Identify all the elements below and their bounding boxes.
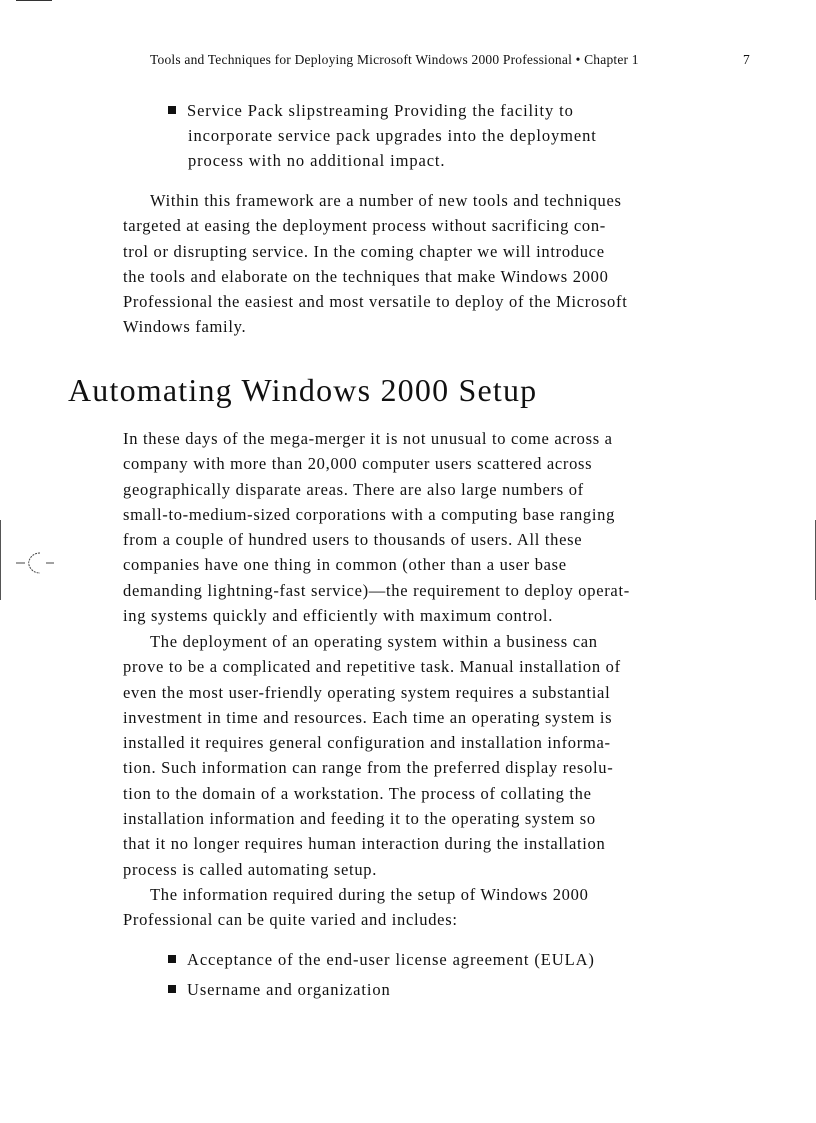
margin-rule-left	[0, 520, 1, 600]
bullet-square-icon	[168, 985, 176, 993]
paragraph-deployment	[123, 629, 698, 882]
text-line: Within this framework are a number of new tools and techniques	[150, 191, 622, 210]
text-line: ing systems quickly and efficiently with maximum control.	[123, 606, 554, 626]
text-line: from a couple of hundred users to thousands of users. All these	[123, 530, 583, 550]
page-number: 7	[743, 52, 750, 67]
paragraph-setup-info	[123, 882, 698, 933]
text-line: targeted at easing the deployment process without sacrificing con-	[123, 216, 607, 236]
text-line: Windows family.	[123, 317, 247, 337]
section-heading: Automating Windows 2000 Setup	[68, 372, 538, 408]
text-line: even the most user-friendly operating system requires a substantial	[123, 682, 611, 702]
list-item-eula	[168, 947, 595, 972]
bullet-square-icon	[168, 955, 176, 963]
text-line: installation information and feeding it to the operating system so	[123, 809, 596, 829]
paragraph-mega-merger	[123, 426, 698, 628]
text-line: process is called automating setup.	[123, 859, 378, 879]
top-rule	[16, 0, 52, 1]
text-line: installed it requires general configuration and installation informa-	[123, 733, 611, 753]
bullet-continuation: process with no additional impact.	[188, 151, 446, 170]
text-line: The deployment of an operating system within a business can	[150, 632, 598, 651]
text-line: the tools and elaborate on the techniques that make Windows 2000	[123, 266, 609, 286]
text-line: geographically disparate areas. There are also large numbers of	[123, 479, 584, 499]
text-line: that it no longer requires human interaction during the installation	[123, 834, 606, 854]
list-item-slipstreaming	[168, 98, 574, 123]
text-line: trol or disrupting service. In the coming chapter we will introduce	[123, 241, 605, 261]
text-line: Professional the easiest and most versatile to deploy of the Microsoft	[123, 292, 628, 312]
text-line: Professional can be quite varied and includes:	[123, 910, 458, 930]
running-head: Tools and Techniques for Deploying Microsoft Windows 2000 Professional • Chapter 1	[150, 52, 639, 67]
bullet-text: Service Pack slipstreaming Providing the facility to	[187, 101, 574, 120]
bullet-continuation: incorporate service pack upgrades into the deployment	[188, 126, 597, 145]
text-line: companies have one thing in common (other than a user base	[123, 555, 567, 575]
text-line: tion. Such information can range from the preferred display resolu-	[123, 758, 614, 778]
bullet-text: Acceptance of the end-user license agreement (EULA)	[187, 950, 595, 969]
intro-paragraph	[123, 188, 698, 340]
text-line: small-to-medium-sized corporations with a computing base ranging	[123, 504, 616, 524]
list-item-username	[168, 977, 391, 1002]
text-line: tion to the domain of a workstation. The process of collating the	[123, 783, 592, 803]
bullet-text: Username and organization	[187, 980, 391, 999]
text-line: investment in time and resources. Each time an operating system is	[123, 707, 613, 727]
text-line: In these days of the mega-merger it is not unusual to come across a	[123, 429, 613, 448]
bullet-square-icon	[168, 106, 176, 114]
text-line: The information required during the setup of Windows 2000	[150, 885, 589, 904]
text-line: company with more than 20,000 computer users scattered across	[123, 454, 593, 474]
text-line: demanding lightning-fast service)—the requirement to deploy operat-	[123, 580, 630, 600]
text-line: prove to be a complicated and repetitive task. Manual installation of	[123, 657, 621, 677]
registration-mark-icon	[16, 548, 56, 578]
